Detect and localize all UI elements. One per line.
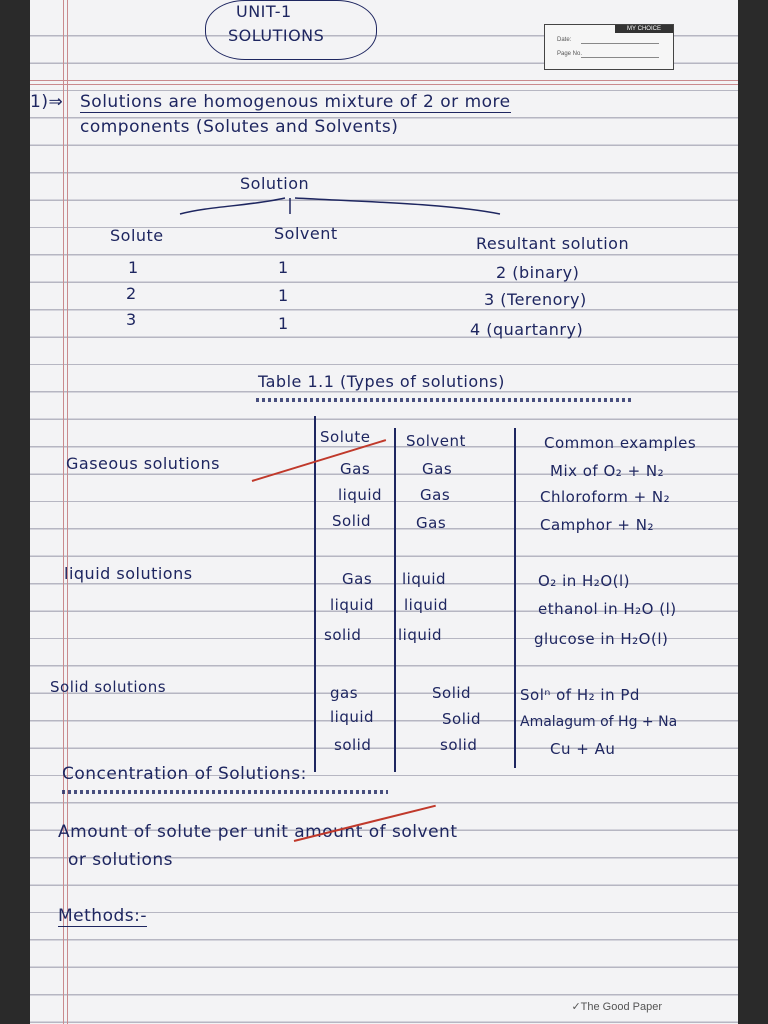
tree-cell: 1 [278,258,289,277]
tree-cell: 1 [128,258,139,277]
table-cell: liquid [404,596,449,614]
table-cell: Mix of O₂ + N₂ [550,462,665,480]
table-cell: liquid [398,626,443,644]
table-cell: Solⁿ of H₂ in Pd [520,686,640,704]
tree-arrows [150,190,510,226]
margin-line [63,0,64,1024]
table-cell: Solid [332,512,372,530]
page-title: SOLUTIONS [228,26,325,45]
tree-header-solvent: Solvent [274,224,338,243]
table-cell: Camphor + N₂ [540,516,654,534]
header-rule [30,84,738,85]
table-cell: Chloroform + N₂ [540,488,671,506]
page-no-label: Page No. [557,51,583,57]
tree-cell: 2 (binary) [496,263,580,282]
table-cell: liquid [402,570,447,588]
table-cell: solid [334,736,372,754]
caption-underline [256,398,632,402]
table-cell: liquid [330,596,375,614]
table-cell: Gas [342,570,373,588]
notebook-page [30,0,738,1024]
table-cell: Gas [340,460,371,478]
table-cell: Gas [422,460,453,478]
table-cell: liquid [330,708,375,726]
arrow-to-solute [180,198,285,214]
table-divider [314,416,316,772]
table-caption: Table 1.1 (Types of solutions) [258,372,505,391]
table-cell: solid [324,626,362,644]
unit-label: UNIT-1 [236,2,292,21]
header-rule [30,80,738,81]
table-cell: Amalagum of Hg + Na [520,714,678,730]
table-divider [394,428,396,772]
tree-cell: 3 [126,310,137,329]
methods-heading [58,906,147,926]
date-label: Date: [557,37,572,43]
date-page-box [544,24,674,70]
table-cell: glucose in H₂O(l) [534,630,669,648]
tree-cell: 3 (Terenory) [484,290,587,309]
table-header-solvent: Solvent [406,432,466,450]
tree-cell: 4 (quartanry) [470,320,584,339]
footer-brand: ✓The Good Paper [571,1001,662,1013]
tree-cell: 1 [278,286,289,305]
definition-line-2: components (Solutes and Solvents) [80,117,399,137]
definition-text: Solutions are homogenous mixture of 2 or more [80,92,511,112]
tree-header-resultant: Resultant solution [476,234,630,253]
table-cell: liquid [338,486,383,504]
tree-header-solute: Solute [110,226,164,245]
table-cell: ethanol in H₂O (l) [538,600,677,618]
table-cell: solid [440,736,478,754]
table-cell: O₂ in H₂O(l) [538,572,631,590]
definition-line-1 [80,92,511,112]
methods-text: Methods:- [58,906,147,926]
arrow-to-resultant [295,198,500,214]
margin-line [67,0,68,1024]
table-header-examples: Common examples [544,434,697,452]
tree-root: Solution [240,174,310,193]
table-cell: Cu + Au [550,740,616,758]
concentration-line-2: or solutions [68,850,173,870]
group-name-liquid: liquid solutions [64,564,193,583]
table-divider [514,428,516,768]
concentration-underline [62,790,388,794]
table-cell: Gas [420,486,451,504]
table-cell: gas [330,684,359,702]
table-cell: Solid [442,710,482,728]
concentration-line-1: Amount of solute per unit amount of solvent [58,822,458,842]
brand-logo: MY CHOICE [615,25,673,33]
concentration-heading: Concentration of Solutions: [62,764,307,784]
table-cell: Solid [432,684,472,702]
group-name-gaseous: Gaseous solutions [66,454,220,473]
tree-cell: 1 [278,314,289,333]
group-name-solid: Solid solutions [50,678,167,696]
table-cell: Gas [416,514,447,532]
table-header-solute: Solute [320,428,371,446]
tree-cell: 2 [126,284,137,303]
point-marker: 1)⇒ [30,92,64,112]
